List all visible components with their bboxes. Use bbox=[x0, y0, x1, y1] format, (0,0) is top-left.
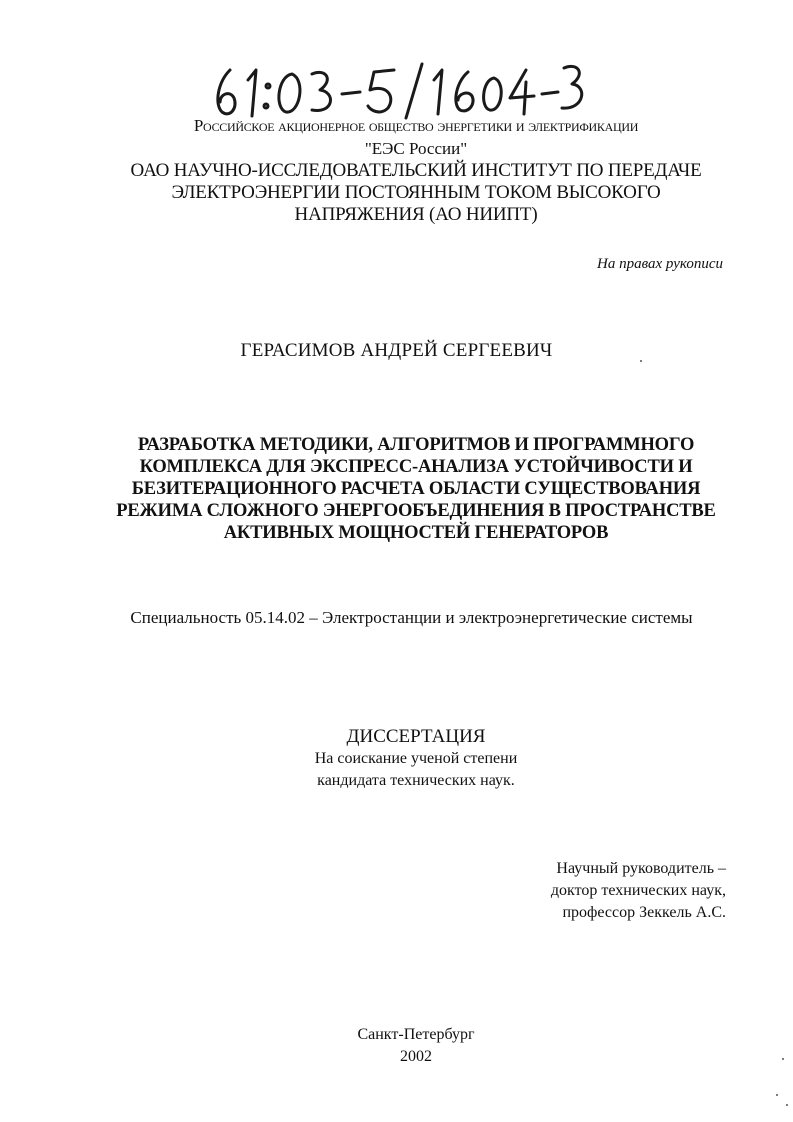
dissertation-title bbox=[96, 434, 736, 544]
rights-note: На правах рукописи bbox=[597, 256, 723, 272]
dissertation-block bbox=[0, 726, 793, 792]
scan-speck bbox=[640, 360, 642, 362]
year: 2002 bbox=[400, 1048, 432, 1065]
city: Санкт-Петербург bbox=[357, 1026, 475, 1043]
title-line: РАЗРАБОТКА МЕТОДИКИ, АЛГОРИТМОВ И ПРОГРАММНОГО bbox=[137, 435, 695, 455]
supervisor-line-1: Научный руководитель – bbox=[556, 860, 726, 877]
organization-line-5: НАПРЯЖЕНИЯ (АО НИИПТ) bbox=[294, 204, 538, 225]
author-name: ГЕРАСИМОВ АНДРЕЙ СЕРГЕЕВИЧ bbox=[240, 340, 553, 361]
scan-speck bbox=[782, 1058, 784, 1060]
supervisor-line-3: профессор Зеккель А.С. bbox=[562, 904, 726, 921]
dissertation-heading: ДИССЕРТАЦИЯ bbox=[346, 726, 486, 747]
supervisor-line-2: доктор технических наук, bbox=[550, 882, 726, 899]
place-and-year bbox=[0, 1024, 793, 1068]
organization-line-3: ОАО НАУЧНО-ИССЛЕДОВАТЕЛЬСКИЙ ИНСТИТУТ ПО ПЕРЕДАЧЕ bbox=[130, 160, 702, 181]
organization-line-2: "ЕЭС России" bbox=[364, 139, 468, 158]
scan-speck bbox=[786, 1104, 788, 1106]
title-line: РЕЖИМА СЛОЖНОГО ЭНЕРГООБЪЕДИНЕНИЯ В ПРОСТРАНСТВЕ bbox=[116, 501, 716, 521]
degree-line-2: кандидата технических наук. bbox=[317, 772, 515, 789]
organization-line-4: ЭЛЕКТРОЭНЕРГИИ ПОСТОЯННЫМ ТОКОМ ВЫСОКОГО bbox=[171, 182, 661, 203]
title-line: БЕЗИТЕРАЦИОННОГО РАСЧЕТА ОБЛАСТИ СУЩЕСТВОВАНИЯ bbox=[131, 479, 701, 499]
organization-header bbox=[96, 114, 736, 226]
specialty: Специальность 05.14.02 – Электростанции и электроэнергетические системы bbox=[130, 608, 693, 627]
title-line: АКТИВНЫХ МОЩНОСТЕЙ ГЕНЕРАТОРОВ bbox=[223, 523, 609, 543]
title-line: КОМПЛЕКСА ДЛЯ ЭКСПРЕСС-АНАЛИЗА УСТОЙЧИВОСТИ И bbox=[139, 457, 693, 477]
supervisor-block bbox=[551, 858, 726, 924]
degree-line-1: На соискание ученой степени bbox=[314, 750, 518, 767]
scan-speck bbox=[776, 1094, 778, 1096]
organization-line-1: Российское акционерное общество энергетики и электрификации bbox=[193, 116, 639, 135]
